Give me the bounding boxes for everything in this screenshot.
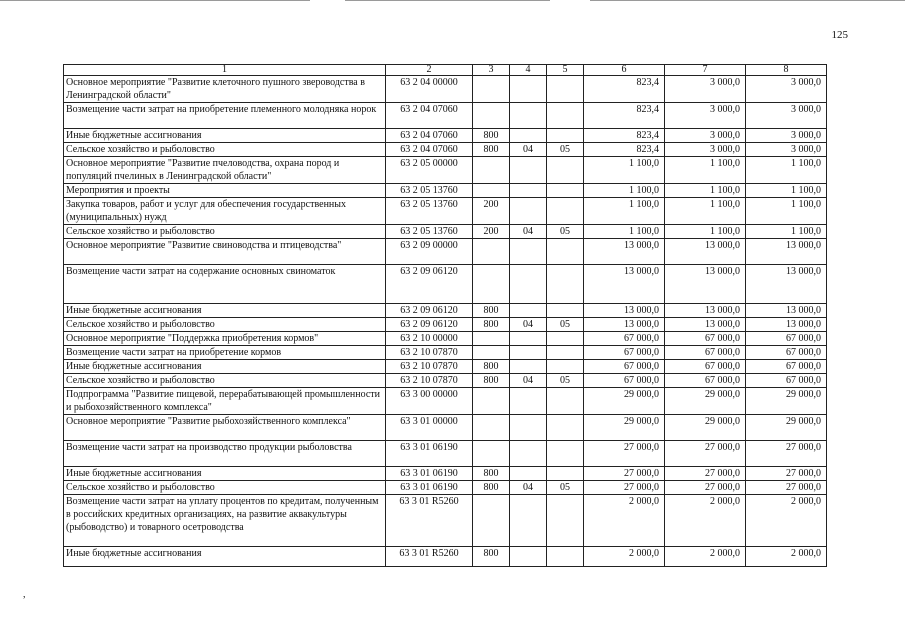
- row-rz: [510, 467, 547, 481]
- row-vr: [473, 157, 510, 184]
- row-value-7: 3 000,0: [665, 143, 746, 157]
- row-vr: [473, 103, 510, 129]
- row-name: Сельское хозяйство и рыболовство: [64, 481, 386, 495]
- row-name: Сельское хозяйство и рыболовство: [64, 225, 386, 239]
- row-value-8: 13 000,0: [746, 265, 827, 304]
- row-value-6: 67 000,0: [584, 332, 665, 346]
- table-row: [64, 157, 827, 184]
- table-row: [64, 467, 827, 481]
- column-header: 3: [473, 65, 510, 76]
- row-value-6: 823,4: [584, 129, 665, 143]
- row-code: 63 3 00 00000: [386, 388, 473, 415]
- table-row: [64, 332, 827, 346]
- row-name: Иные бюджетные ассигнования: [64, 129, 386, 143]
- row-name: Мероприятия и проекты: [64, 184, 386, 198]
- row-value-8: 29 000,0: [746, 388, 827, 415]
- row-value-7: 3 000,0: [665, 103, 746, 129]
- row-value-8: 3 000,0: [746, 143, 827, 157]
- row-value-8: 3 000,0: [746, 129, 827, 143]
- row-value-8: 29 000,0: [746, 415, 827, 441]
- row-value-7: 1 100,0: [665, 225, 746, 239]
- table-row: [64, 265, 827, 304]
- row-code: 63 2 05 13760: [386, 184, 473, 198]
- row-value-6: 27 000,0: [584, 481, 665, 495]
- row-vr: [473, 441, 510, 467]
- table-row: [64, 225, 827, 239]
- row-vr: [473, 346, 510, 360]
- row-vr: 800: [473, 360, 510, 374]
- row-code: 63 3 01 R5260: [386, 495, 473, 547]
- row-value-8: 2 000,0: [746, 547, 827, 567]
- row-value-6: 67 000,0: [584, 360, 665, 374]
- row-code: 63 2 09 06120: [386, 318, 473, 332]
- row-code: 63 2 05 13760: [386, 198, 473, 225]
- row-code: 63 2 10 07870: [386, 374, 473, 388]
- row-value-7: 27 000,0: [665, 481, 746, 495]
- row-pr: [547, 415, 584, 441]
- row-rz: [510, 388, 547, 415]
- row-value-8: 13 000,0: [746, 318, 827, 332]
- row-vr: 800: [473, 467, 510, 481]
- column-header: 5: [547, 65, 584, 76]
- row-rz: [510, 304, 547, 318]
- row-pr: [547, 76, 584, 103]
- row-vr: 800: [473, 374, 510, 388]
- row-pr: [547, 184, 584, 198]
- row-pr: [547, 332, 584, 346]
- row-rz: [510, 76, 547, 103]
- row-pr: 05: [547, 225, 584, 239]
- table-row: [64, 304, 827, 318]
- row-rz: [510, 332, 547, 346]
- budget-table: [63, 64, 827, 567]
- row-pr: [547, 441, 584, 467]
- table-row: [64, 388, 827, 415]
- row-value-7: 29 000,0: [665, 415, 746, 441]
- row-name: Иные бюджетные ассигнования: [64, 547, 386, 567]
- row-rz: 04: [510, 225, 547, 239]
- row-vr: 800: [473, 129, 510, 143]
- table-header-row: [64, 65, 827, 76]
- row-vr: 200: [473, 225, 510, 239]
- table-row: [64, 184, 827, 198]
- row-value-8: 1 100,0: [746, 184, 827, 198]
- row-pr: [547, 360, 584, 374]
- row-pr: [547, 495, 584, 547]
- table-row: [64, 103, 827, 129]
- row-pr: [547, 467, 584, 481]
- scan-top-line-mid: [345, 0, 550, 1]
- column-header: 2: [386, 65, 473, 76]
- row-code: 63 2 09 06120: [386, 304, 473, 318]
- row-value-6: 67 000,0: [584, 346, 665, 360]
- row-name: Подпрограмма "Развитие пищевой, перерабатывающей промышленности и рыбохозяйственного комплекса": [64, 388, 386, 415]
- row-rz: [510, 103, 547, 129]
- row-pr: [547, 239, 584, 265]
- table-row: [64, 346, 827, 360]
- row-code: 63 3 01 06190: [386, 481, 473, 495]
- row-value-7: 2 000,0: [665, 547, 746, 567]
- row-value-8: 1 100,0: [746, 157, 827, 184]
- row-code: 63 2 04 07060: [386, 129, 473, 143]
- row-value-7: 13 000,0: [665, 265, 746, 304]
- row-rz: [510, 198, 547, 225]
- row-value-6: 2 000,0: [584, 495, 665, 547]
- row-name: Возмещение части затрат на приобретение племенного молодняка норок: [64, 103, 386, 129]
- row-value-8: 67 000,0: [746, 374, 827, 388]
- row-value-7: 13 000,0: [665, 239, 746, 265]
- row-value-6: 27 000,0: [584, 467, 665, 481]
- row-vr: 800: [473, 143, 510, 157]
- row-rz: [510, 239, 547, 265]
- row-vr: [473, 184, 510, 198]
- row-name: Основное мероприятие "Развитие свиноводства и птицеводства": [64, 239, 386, 265]
- row-value-8: 1 100,0: [746, 225, 827, 239]
- table-row: [64, 441, 827, 467]
- row-vr: [473, 265, 510, 304]
- table-row: [64, 415, 827, 441]
- row-value-6: 2 000,0: [584, 547, 665, 567]
- row-value-8: 3 000,0: [746, 76, 827, 103]
- row-value-6: 1 100,0: [584, 157, 665, 184]
- row-name: Иные бюджетные ассигнования: [64, 304, 386, 318]
- table-row: [64, 143, 827, 157]
- row-value-8: 13 000,0: [746, 304, 827, 318]
- row-name: Возмещение части затрат на содержание основных свиноматок: [64, 265, 386, 304]
- row-name: Сельское хозяйство и рыболовство: [64, 374, 386, 388]
- row-name: Основное мероприятие "Развитие клеточного пушного звероводства в Ленинградской области": [64, 76, 386, 103]
- row-rz: [510, 441, 547, 467]
- row-rz: [510, 184, 547, 198]
- row-vr: [473, 76, 510, 103]
- row-value-6: 29 000,0: [584, 388, 665, 415]
- row-vr: [473, 332, 510, 346]
- row-name: Сельское хозяйство и рыболовство: [64, 143, 386, 157]
- row-value-8: 67 000,0: [746, 360, 827, 374]
- row-pr: 05: [547, 318, 584, 332]
- table-row: [64, 495, 827, 547]
- table-row: [64, 481, 827, 495]
- row-pr: [547, 547, 584, 567]
- row-value-7: 1 100,0: [665, 157, 746, 184]
- row-value-8: 1 100,0: [746, 198, 827, 225]
- row-value-6: 1 100,0: [584, 198, 665, 225]
- row-value-6: 67 000,0: [584, 374, 665, 388]
- row-value-8: 3 000,0: [746, 103, 827, 129]
- scan-top-line-right: [590, 0, 905, 1]
- row-value-8: 67 000,0: [746, 332, 827, 346]
- table-row: [64, 318, 827, 332]
- row-code: 63 3 01 00000: [386, 415, 473, 441]
- row-value-6: 823,4: [584, 143, 665, 157]
- row-value-6: 29 000,0: [584, 415, 665, 441]
- row-value-8: 2 000,0: [746, 495, 827, 547]
- row-value-7: 67 000,0: [665, 332, 746, 346]
- row-rz: [510, 129, 547, 143]
- row-rz: [510, 265, 547, 304]
- row-value-6: 1 100,0: [584, 184, 665, 198]
- row-pr: [547, 129, 584, 143]
- row-pr: [547, 157, 584, 184]
- row-value-7: 27 000,0: [665, 467, 746, 481]
- row-name: Основное мероприятие "Развитие рыбохозяйственного комплекса": [64, 415, 386, 441]
- row-pr: [547, 265, 584, 304]
- row-value-6: 13 000,0: [584, 265, 665, 304]
- row-value-6: 13 000,0: [584, 239, 665, 265]
- row-name: Возмещение части затрат на приобретение кормов: [64, 346, 386, 360]
- row-name: Иные бюджетные ассигнования: [64, 360, 386, 374]
- row-rz: 04: [510, 481, 547, 495]
- row-value-7: 67 000,0: [665, 374, 746, 388]
- table-row: [64, 374, 827, 388]
- row-vr: 800: [473, 481, 510, 495]
- column-header: 7: [665, 65, 746, 76]
- row-value-7: 1 100,0: [665, 184, 746, 198]
- row-code: 63 2 04 07060: [386, 103, 473, 129]
- row-pr: [547, 304, 584, 318]
- row-rz: [510, 495, 547, 547]
- column-header: 4: [510, 65, 547, 76]
- row-value-7: 3 000,0: [665, 76, 746, 103]
- row-value-6: 13 000,0: [584, 304, 665, 318]
- row-rz: 04: [510, 143, 547, 157]
- row-code: 63 2 09 06120: [386, 265, 473, 304]
- column-header: 1: [64, 65, 386, 76]
- row-value-8: 27 000,0: [746, 481, 827, 495]
- row-code: 63 3 01 06190: [386, 467, 473, 481]
- row-pr: 05: [547, 481, 584, 495]
- row-value-7: 2 000,0: [665, 495, 746, 547]
- row-value-7: 67 000,0: [665, 346, 746, 360]
- row-name: Основное мероприятие "Поддержка приобретения кормов": [64, 332, 386, 346]
- row-rz: [510, 346, 547, 360]
- row-value-6: 823,4: [584, 76, 665, 103]
- row-code: 63 2 09 00000: [386, 239, 473, 265]
- row-vr: [473, 239, 510, 265]
- row-value-7: 3 000,0: [665, 129, 746, 143]
- row-rz: 04: [510, 374, 547, 388]
- margin-mark: ,: [23, 589, 26, 600]
- row-vr: [473, 415, 510, 441]
- row-name: Иные бюджетные ассигнования: [64, 467, 386, 481]
- row-rz: [510, 360, 547, 374]
- row-rz: [510, 415, 547, 441]
- row-code: 63 3 01 R5260: [386, 547, 473, 567]
- row-code: 63 3 01 06190: [386, 441, 473, 467]
- row-value-7: 27 000,0: [665, 441, 746, 467]
- row-value-6: 823,4: [584, 103, 665, 129]
- row-name: Возмещение части затрат на производство продукции рыболовства: [64, 441, 386, 467]
- row-vr: 800: [473, 304, 510, 318]
- row-rz: [510, 547, 547, 567]
- row-vr: 800: [473, 547, 510, 567]
- row-value-8: 27 000,0: [746, 441, 827, 467]
- row-code: 63 2 05 00000: [386, 157, 473, 184]
- row-vr: 800: [473, 318, 510, 332]
- table-row: [64, 239, 827, 265]
- table-row: [64, 360, 827, 374]
- row-value-7: 13 000,0: [665, 318, 746, 332]
- row-pr: 05: [547, 143, 584, 157]
- row-value-7: 1 100,0: [665, 198, 746, 225]
- row-name: Закупка товаров, работ и услуг для обеспечения государственных (муниципальных) нужд: [64, 198, 386, 225]
- row-pr: [547, 346, 584, 360]
- row-code: 63 2 10 00000: [386, 332, 473, 346]
- row-code: 63 2 05 13760: [386, 225, 473, 239]
- row-pr: [547, 198, 584, 225]
- row-name: Возмещение части затрат на уплату процентов по кредитам, полученным в российских кредитных организациях, на развитие аквакультуры (рыбоводство) и товарного осетроводства: [64, 495, 386, 547]
- row-vr: 200: [473, 198, 510, 225]
- column-header: 6: [584, 65, 665, 76]
- row-code: 63 2 04 00000: [386, 76, 473, 103]
- row-value-7: 29 000,0: [665, 388, 746, 415]
- row-value-6: 13 000,0: [584, 318, 665, 332]
- table-row: [64, 129, 827, 143]
- row-pr: [547, 103, 584, 129]
- row-value-8: 27 000,0: [746, 467, 827, 481]
- row-value-7: 13 000,0: [665, 304, 746, 318]
- row-rz: [510, 157, 547, 184]
- row-code: 63 2 04 07060: [386, 143, 473, 157]
- row-value-6: 1 100,0: [584, 225, 665, 239]
- row-value-7: 67 000,0: [665, 360, 746, 374]
- table-row: [64, 198, 827, 225]
- scan-top-line-left: [0, 0, 310, 1]
- row-value-8: 13 000,0: [746, 239, 827, 265]
- row-vr: [473, 388, 510, 415]
- table-row: [64, 547, 827, 567]
- table-row: [64, 76, 827, 103]
- row-value-8: 67 000,0: [746, 346, 827, 360]
- row-vr: [473, 495, 510, 547]
- row-code: 63 2 10 07870: [386, 360, 473, 374]
- column-header: 8: [746, 65, 827, 76]
- row-name: Сельское хозяйство и рыболовство: [64, 318, 386, 332]
- page-number: 125: [831, 29, 848, 41]
- row-name: Основное мероприятие "Развитие пчеловодства, охрана пород и популяций пчелиных в Ленинградской области": [64, 157, 386, 184]
- row-value-6: 27 000,0: [584, 441, 665, 467]
- row-pr: 05: [547, 374, 584, 388]
- row-rz: 04: [510, 318, 547, 332]
- row-code: 63 2 10 07870: [386, 346, 473, 360]
- row-pr: [547, 388, 584, 415]
